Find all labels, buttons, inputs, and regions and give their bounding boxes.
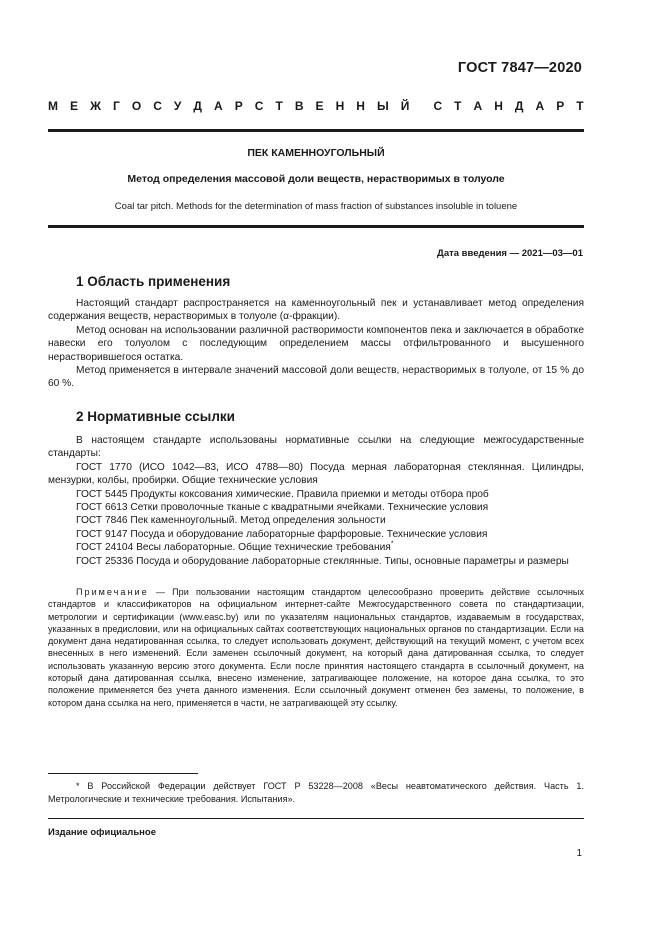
- title-rule: [48, 225, 584, 228]
- section-2-heading: 2 Нормативные ссылки: [76, 409, 235, 424]
- reference-item: ГОСТ 6613 Сетки проволочные тканые с квадратными ячейками. Технические условия: [76, 502, 489, 514]
- note-text: — При пользовании настоящим стандартом целесообразно проверить действие ссылочных стандартов и классификаторов на официальном интернет-сайте Межгосударственного совета по стандартизации, метрологии и сертификации (www.easc.by) или по указателям национальных стандартов, издаваемым в государствах, указанных в предисловии, или на официальных сайтах соответствующих национальных органов по стандартизации. Если на документ дана недатированная ссылка, то следует использовать документ, действующий на текущий момент, с учетом всех внесенных в него изменений. Если заменен ссылочный документ, на который дана датированная ссылка, то следует использовать указанную версию этого документа. Если после принятия настоящего стандарта в ссылочный документ, на который дана датированная ссылка, внесено изменение, затрагивающее положение, на которое дана ссылка, то это положение применяется без учета данного изменения. Если ссылочный документ отменен без замены, то положение, в котором дана ссылка на него, применяется в части, не затрагивающей эту ссылку.: [48, 587, 584, 708]
- edition-label: Издание официальное: [48, 827, 156, 838]
- standard-type-letter: Д: [514, 99, 524, 113]
- reference-item: ГОСТ 1770 (ИСО 1042—83, ИСО 4788—80) Посуда мерная лабораторная стеклянная. Цилиндры, мензурки, колбы, пробирки. Общие технические условия: [48, 461, 584, 487]
- paragraph: Настоящий стандарт распространяется на каменноугольный пек и устанавливает метод определения содержания веществ, нерастворимых в толуоле (α-фракции).: [48, 298, 584, 323]
- intro-date: Дата введения — 2021—03—01: [437, 248, 583, 259]
- standard-type-letter: Р: [556, 99, 565, 113]
- standard-type-letter: А: [213, 99, 223, 113]
- paragraph: Метод основан на использовании различной растворимости компонентов пека и заключается в обработке навески его толуолом с последующим определением массы отфильтрованного и высушенного нерастворившегося остатка.: [48, 324, 584, 363]
- reference-item-with-footnote: [48, 541, 584, 554]
- reference-text: ГОСТ 24104 Весы лабораторные. Общие технические требования: [76, 542, 391, 554]
- note-paragraph: [48, 586, 584, 709]
- page-number: 1: [576, 848, 582, 859]
- footnote-rule: [48, 773, 198, 774]
- standard-type-letter: Н: [335, 99, 345, 113]
- standard-type-letter: Д: [193, 99, 202, 113]
- document-title: ПЕК КАМЕННОУГОЛЬНЫЙ: [247, 147, 385, 159]
- reference-item: ГОСТ 25336 Посуда и оборудование лабораторные стеклянные. Типы, основные параметры и размеры: [76, 555, 569, 567]
- footnote-mark: *: [390, 540, 394, 548]
- doc-number: ГОСТ 7847—2020: [457, 60, 582, 76]
- standard-type-letter: В: [294, 99, 304, 113]
- standard-type-letter: Ж: [90, 99, 101, 113]
- standard-type-letter: А: [535, 99, 545, 113]
- document-title-english: Coal tar pitch. Methods for the determination of mass fraction of substances insoluble in toluene: [114, 201, 518, 212]
- paragraph: В настоящем стандарте использованы нормативные ссылки на следующие межгосударственные стандарты:: [48, 435, 584, 460]
- standard-type-letter: А: [473, 99, 483, 113]
- section-1-heading: 1 Область применения: [76, 274, 231, 289]
- standard-type-letter: Е: [70, 99, 79, 113]
- note-label: Примечание: [76, 587, 149, 597]
- standard-type-letter: О: [131, 99, 142, 113]
- standard-type-letter: Р: [234, 99, 243, 113]
- paragraph: Метод применяется в интервале значений массовой доли веществ, нерастворимых в толуоле, от 15 % до 60 %.: [48, 365, 584, 390]
- standard-type: [48, 99, 584, 113]
- standard-type-letter: Т: [454, 99, 462, 113]
- standard-type-letter: Т: [275, 99, 283, 113]
- standard-type-letter: Н: [356, 99, 365, 113]
- standard-type-letter: Т: [576, 99, 584, 113]
- section-2-body: [48, 434, 584, 568]
- reference-item: ГОСТ 7846 Пек каменноугольный. Метод определения зольности: [76, 515, 386, 527]
- standard-type-letter: Ы: [376, 99, 389, 113]
- reference-item: ГОСТ 9147 Посуда и оборудование лабораторные фарфоровые. Технические условия: [76, 528, 488, 540]
- standard-type-letter: Е: [315, 99, 324, 113]
- standard-type-letter: Г: [112, 99, 120, 113]
- standard-type-letter: С: [433, 99, 443, 113]
- footer-rule: [48, 818, 584, 819]
- document-subtitle: Метод определения массовой доли веществ, нерастворимых в толуоле: [127, 173, 505, 185]
- standard-type-letter: Й: [400, 99, 410, 113]
- standard-type-letter: С: [153, 99, 162, 113]
- standard-type-letter: М: [48, 99, 58, 113]
- note-block: [48, 586, 584, 709]
- standard-type-letter: Н: [494, 99, 503, 113]
- footnote-text: * В Российской Федерации действует ГОСТ Р 53228—2008 «Весы неавтоматического действия. Часть 1. Метрологические и технические требования. Испытания».: [48, 781, 584, 804]
- reference-item: ГОСТ 5445 Продукты коксования химические. Правила приемки и методы отбора проб: [76, 488, 489, 500]
- standard-type-letter: У: [173, 99, 182, 113]
- footnote: [48, 780, 584, 806]
- section-1-body: [48, 297, 584, 391]
- standard-type-letter: С: [254, 99, 264, 113]
- header-rule: [48, 129, 584, 132]
